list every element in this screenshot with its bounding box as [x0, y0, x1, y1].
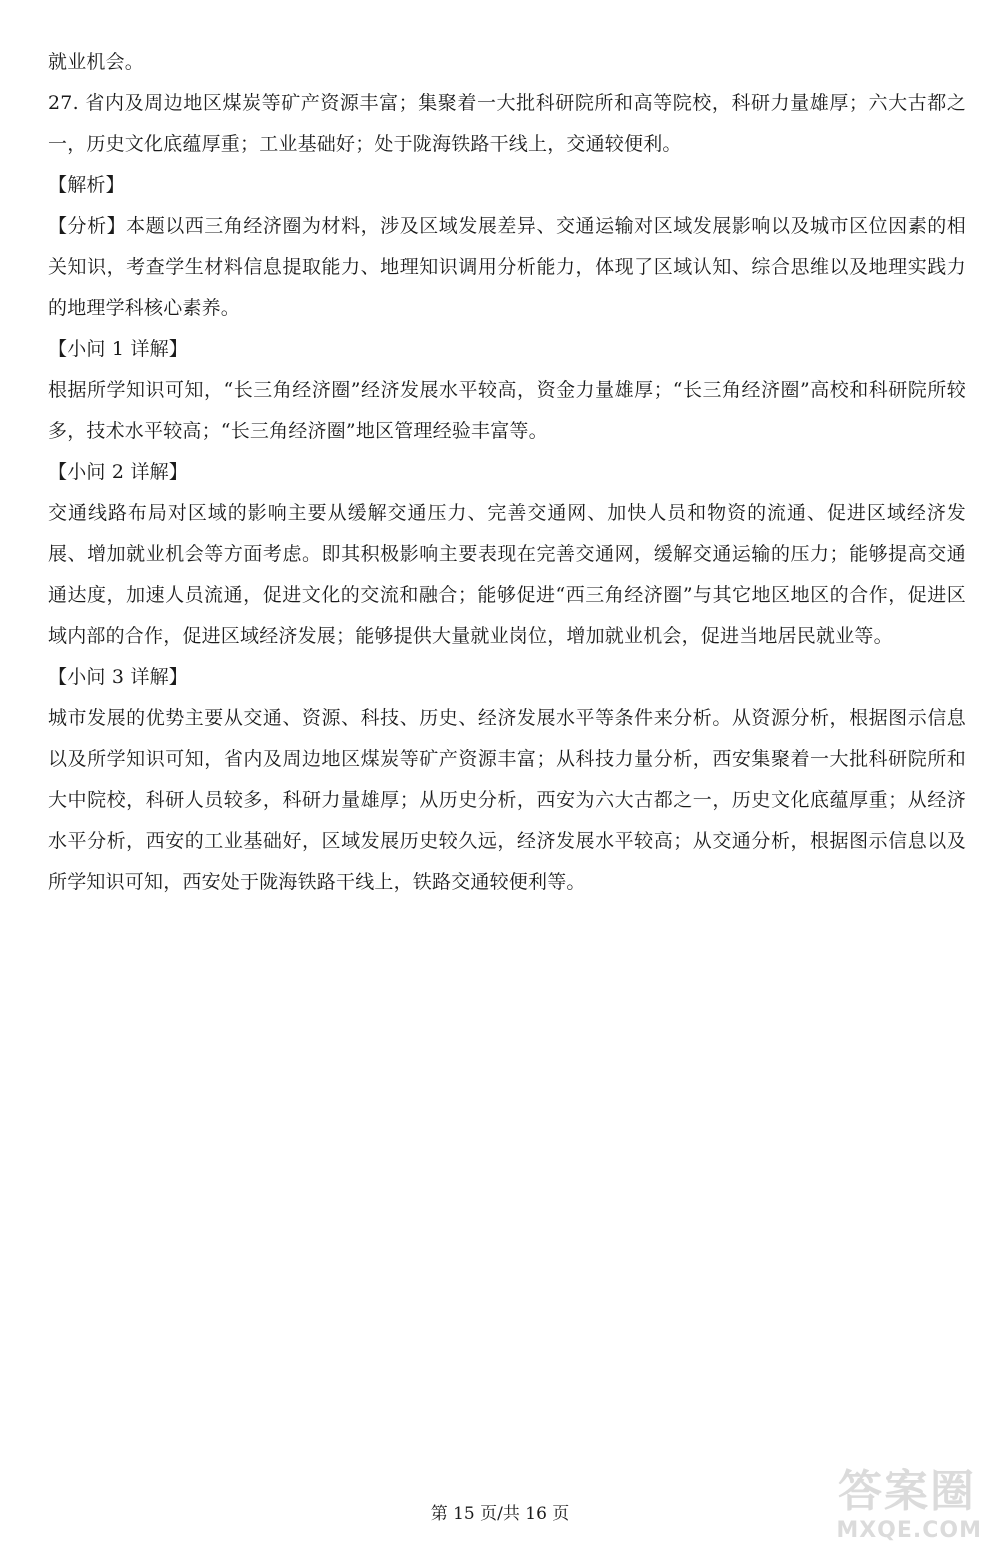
section-heading-analysis: 【解析】: [48, 174, 125, 196]
paragraph-fenxi: 【分析】本题以西三角经济圈为材料，涉及区域发展差异、交通运输对区域发展影响以及城市区位因素的相关知识，考查学生材料信息提取能力、地理知识调用分析能力，体现了区域认知、综合思维以及地理实践力的地理学科核心素养。: [48, 215, 966, 319]
paragraph-continuation: 就业机会。: [48, 51, 145, 73]
paragraph-q3: 城市发展的优势主要从交通、资源、科技、历史、经济发展水平等条件来分析。从资源分析，根据图示信息以及所学知识可知，省内及周边地区煤炭等矿产资源丰富；从科技力量分析，西安集聚着一大批科研院所和大中院校，科研人员较多，科研力量雄厚；从历史分析，西安为六大古都之一，历史文化底蕴厚重；从经济水平分析，西安的工业基础好，区域发展历史较久远，经济发展水平较高；从交通分析，根据图示信息以及所学知识可知，西安处于陇海铁路干线上，铁路交通较便利等。: [48, 707, 966, 893]
section-heading-q2: 【小问 2 详解】: [48, 461, 188, 483]
paragraph-q1: 根据所学知识可知，“长三角经济圈”经济发展水平较高，资金力量雄厚；“长三角经济圈”高校和科研院所较多，技术水平较高；“长三角经济圈”地区管理经验丰富等。: [48, 379, 966, 442]
page-content: [48, 42, 966, 903]
paragraph-q2: 交通线路布局对区域的影响主要从缓解交通压力、完善交通网、加快人员和物资的流通、促进区域经济发展、增加就业机会等方面考虑。即其积极影响主要表现在完善交通网，缓解交通运输的压力；能够提高交通通达度，加速人员流通，促进文化的交流和融合；能够促进“西三角经济圈”与其它地区地区的合作，促进区域内部的合作，促进区域经济发展；能够提供大量就业岗位，增加就业机会，促进当地居民就业等。: [48, 502, 966, 647]
page-number-footer: 第 15 页/共 16 页: [430, 1504, 570, 1524]
watermark-logo: [816, 1455, 986, 1545]
section-heading-q3: 【小问 3 详解】: [48, 666, 188, 688]
section-heading-q1: 【小问 1 详解】: [48, 338, 188, 360]
answer-27: 27. 省内及周边地区煤炭等矿产资源丰富；集聚着一大批科研院所和高等院校，科研力量雄厚；六大古都之一，历史文化底蕴厚重；工业基础好；处于陇海铁路干线上，交通较便利。: [48, 92, 966, 155]
watermark-url-text: MXQE.COM: [836, 1518, 982, 1543]
watermark-logo-text: 答案圈: [838, 1466, 976, 1517]
